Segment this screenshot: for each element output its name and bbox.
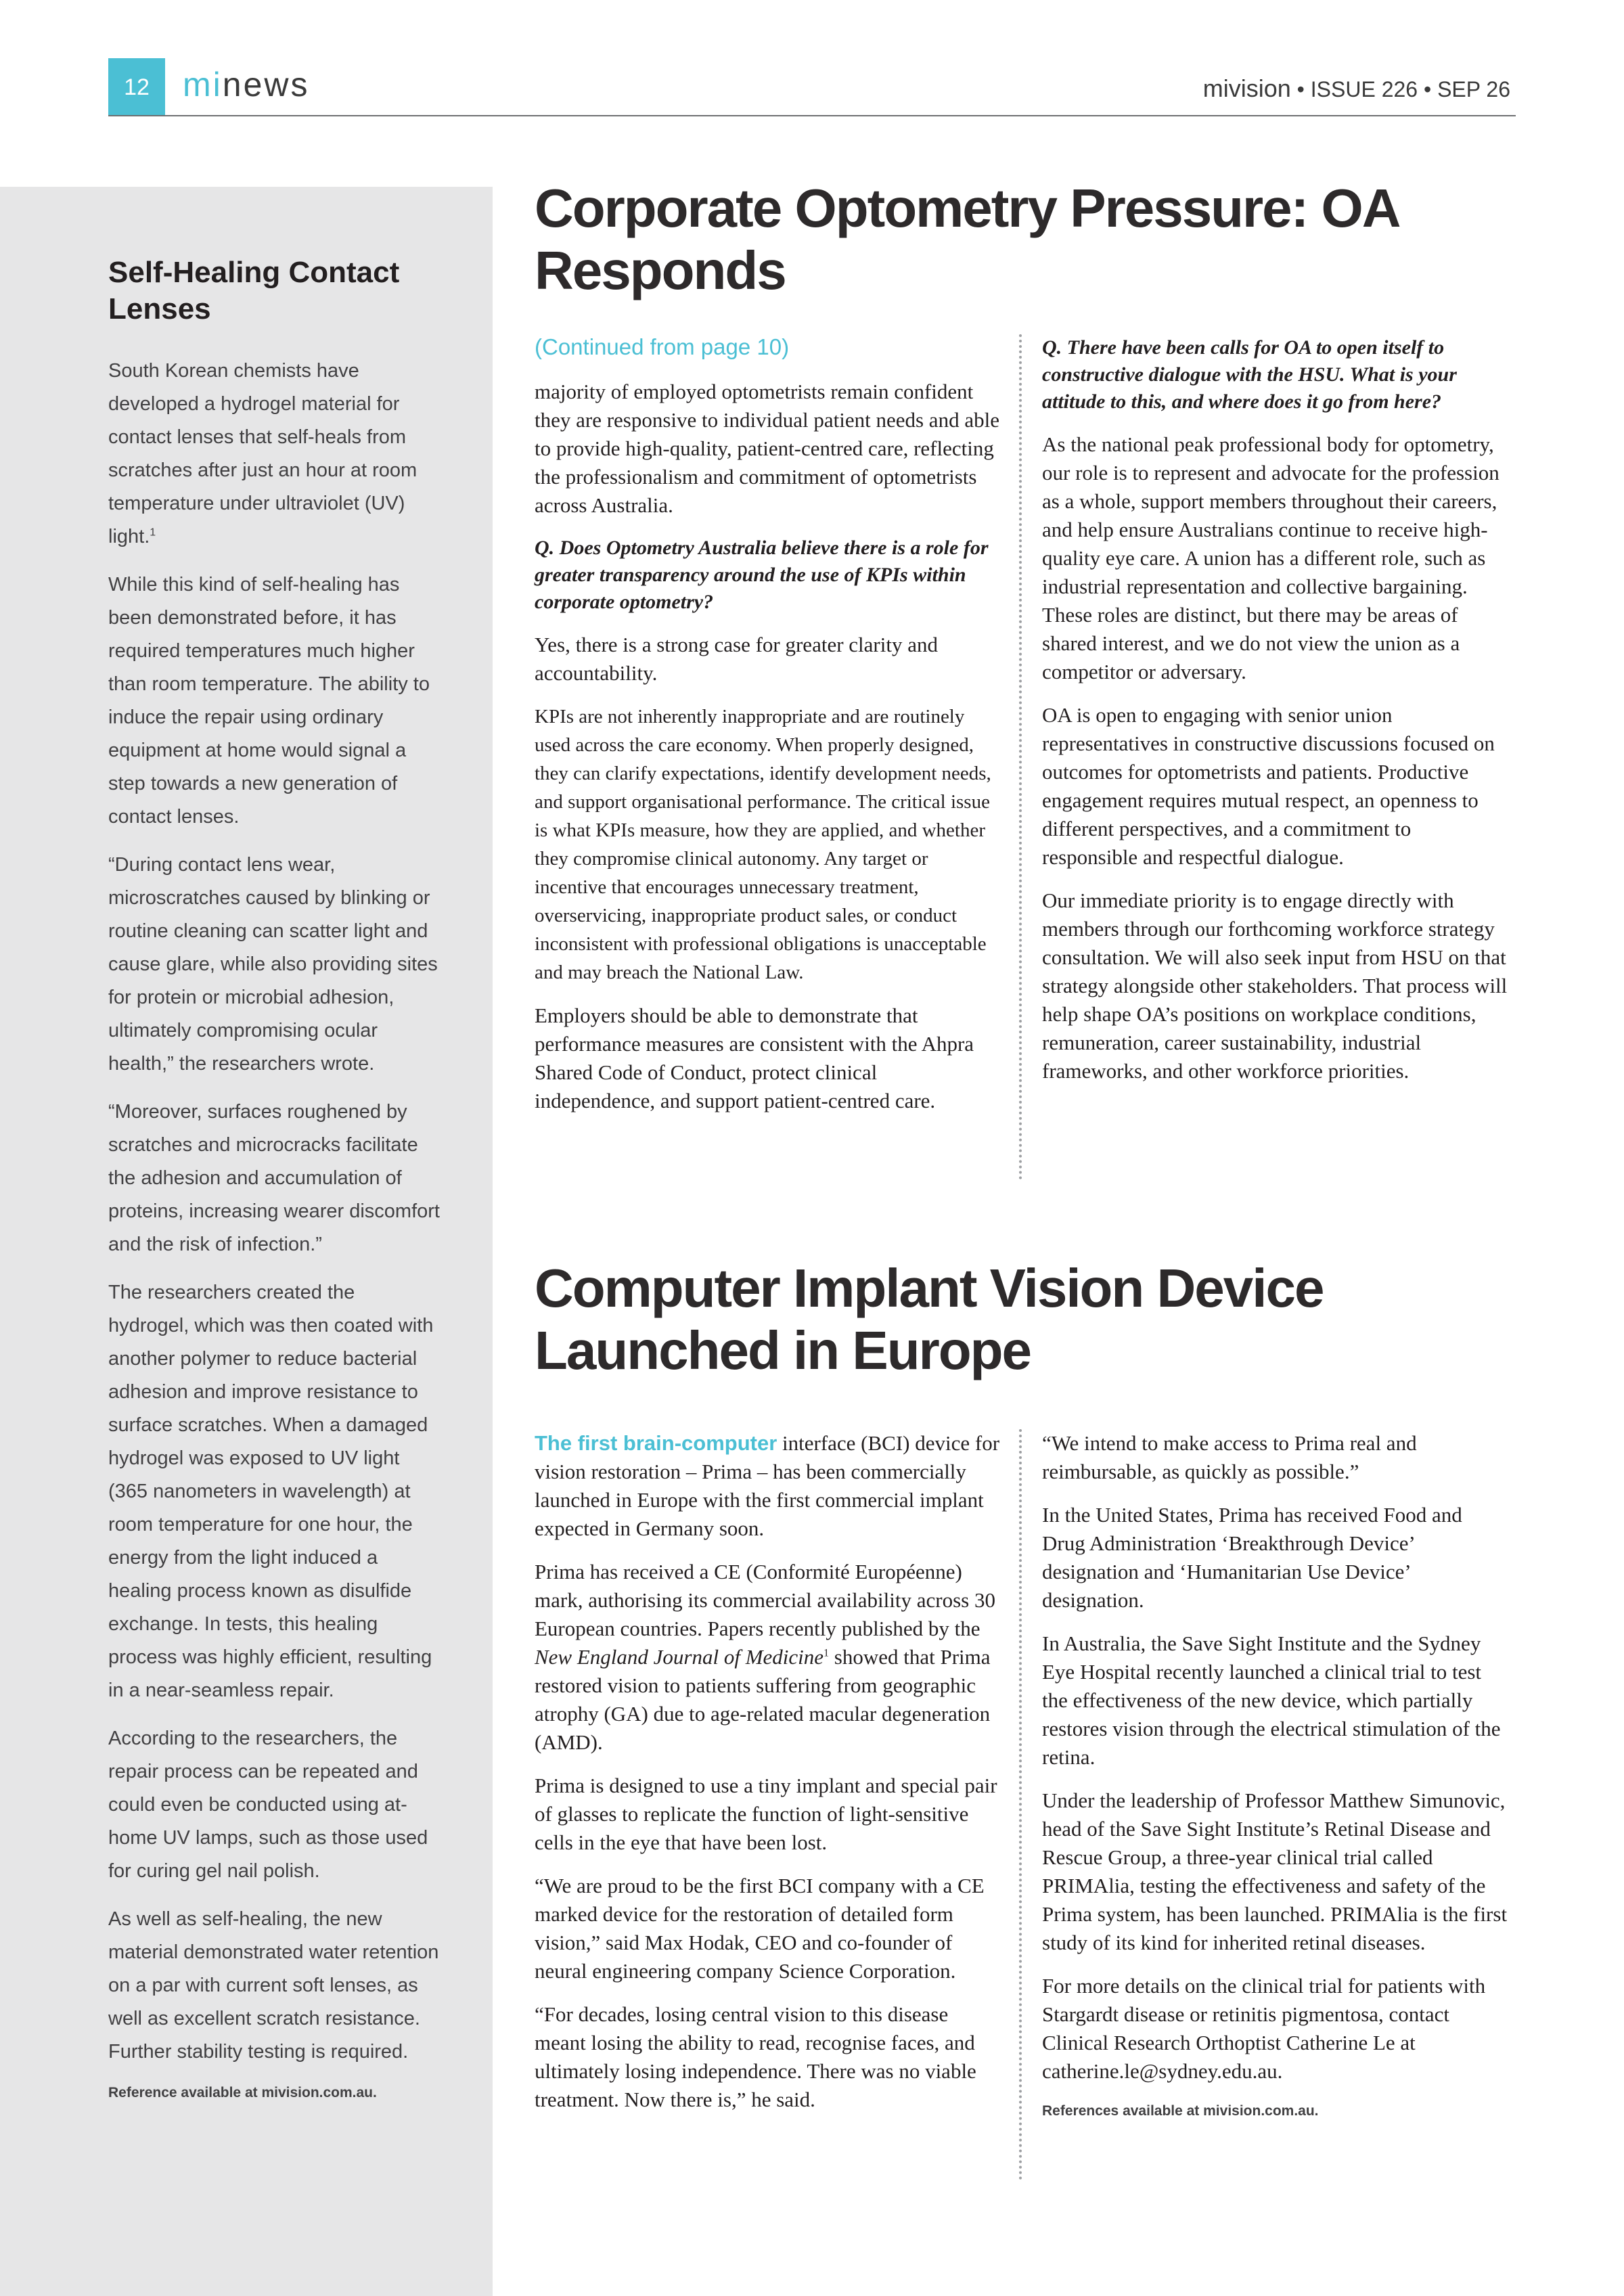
sidebar-paragraph bbox=[108, 355, 440, 554]
page-number: 12 bbox=[108, 58, 165, 116]
continued-note: (Continued from page 10) bbox=[535, 334, 790, 359]
sidebar-title: Self-Healing Contact Lenses bbox=[108, 256, 400, 325]
section-brand bbox=[183, 65, 310, 104]
article-column-left bbox=[535, 1429, 1001, 2129]
article-paragraph: Yes, there is a strong case for greater clarity and accountability. bbox=[535, 633, 938, 685]
article-paragraph: Employers should be able to demonstrate that performance measures are consistent with the Ahpra Shared Code of Conduct, protect clinical independence, and support patient-centred care. bbox=[535, 1004, 974, 1112]
article-paragraph bbox=[535, 1429, 1001, 1543]
sidebar-paragraph: As well as self-healing, the new material demonstrated water retention on a par with current soft lenses, as well as excellent scratch resistance. Further stability testing is required. bbox=[108, 1908, 439, 2063]
separator: • bbox=[1418, 77, 1438, 102]
sidebar-panel bbox=[0, 187, 493, 2296]
page-header bbox=[108, 58, 1516, 116]
article-headline: Corporate Optometry Pressure: OA Responds bbox=[535, 178, 1398, 300]
sidebar-paragraph: According to the researchers, the repair process can be repeated and could even be conducted using at-home UV lamps, such as those used for curing gel nail polish. bbox=[108, 1728, 428, 1882]
sidebar-paragraph: While this kind of self-healing has been demonstrated before, it has required temperatures much higher than room temperature. The ability to induce the repair using ordinary equipment at home would signal a step towards a new generation of contact lenses. bbox=[108, 574, 430, 828]
article-paragraph bbox=[535, 1558, 1001, 1757]
article-paragraph: As the national peak professional body for optometry, our role is to represent and advocate for the profession as a whole, support members throughout their careers, and help ensure Australians continue to receive high-quality eye care. A union has a different role, such as industrial representation and collective bargaining. These roles are distinct, but there may be areas of shared interest, and we do not view the union as a competitor or adversary. bbox=[1042, 432, 1499, 683]
footnote-marker: 1 bbox=[824, 1647, 830, 1659]
contact-text: For more details on the clinical trial for patients with Stargardt disease or retinitis pigmentosa, contact Clinical Research Orthoptist Catherine Le at catherine.le@sydney.edu.au. bbox=[1042, 1974, 1486, 2083]
article-paragraph: “We are proud to be the first BCI company with a CE marked device for the restoration of detailed form vision,” said Max Hodak, CEO and co-founder of neural engineering company Science Corporation. bbox=[535, 1874, 985, 1983]
article-vision-implant bbox=[535, 1257, 1516, 1382]
article-paragraph: OA is open to engaging with senior union representatives in constructive discussions focused on outcomes for optometrists and patients. Productive engagement requires mutual respect, an openness to different perspectives, and a commitment to responsible and respectful dialogue. bbox=[1042, 703, 1495, 869]
issue-number: ISSUE 226 bbox=[1310, 77, 1418, 102]
journal-title: New England Journal of Medicine bbox=[535, 1645, 824, 1669]
issue-info bbox=[1203, 74, 1510, 103]
article-paragraph: “For decades, losing central vision to this disease meant losing the ability to read, recognise faces, and ultimately losing independence. There was no viable treatment. Now there is,” he said. bbox=[535, 2002, 976, 2111]
sidebar-paragraph: The researchers created the hydrogel, which was then coated with another polymer to reduce bacterial adhesion and improve resistance to surface scratches. When a damaged hydrogel was exposed to UV light (365 nanometers in wavelength) at room temperature for one hour, the energy from the light induced a healing process known as disulfide exchange. In tests, this healing process was highly efficient, resulting in a near-seamless repair. bbox=[108, 1282, 434, 1701]
sidebar-reference: Reference available at mivision.com.au. bbox=[108, 2085, 377, 2100]
article-column-right bbox=[1042, 334, 1509, 1100]
interview-question: Q. There have been calls for OA to open itself to constructive dialogue with the HSU. What is your attitude to this, and where does it go from here? bbox=[1042, 336, 1457, 413]
magazine-name: mivision bbox=[1202, 74, 1291, 102]
article-paragraph: “We intend to make access to Prima real and reimbursable, as quickly as possible.” bbox=[1042, 1431, 1417, 1483]
article-column-left bbox=[535, 334, 1001, 1130]
article-paragraph: In Australia, the Save Sight Institute and the Sydney Eye Hospital recently launched a clinical trial to test the effectiveness of the new device, which partially restores vision through the electrical stimulation of the retina. bbox=[1042, 1631, 1501, 1769]
sidebar-paragraph: “Moreover, surfaces roughened by scratches and microcracks facilitate the adhesion and accumulation of proteins, increasing wearer discomfort and the risk of infection.” bbox=[108, 1101, 440, 1255]
article-column-right bbox=[1042, 1429, 1509, 2119]
article-paragraph: Under the leadership of Professor Matthew Simunovic, head of the Save Sight Institute’s Retinal Disease and Rescue Group, a three-year clinical trial called PRIMAlia, testing the effectiveness and safety of the Prima system, has been launched. PRIMAlia is the first study of its kind for inherited retinal diseases. bbox=[1042, 1788, 1508, 1954]
article-paragraph bbox=[1042, 1972, 1509, 2086]
article-text: Prima has received a CE (Conformité Européenne) mark, authorising its commercial availability across 30 European countries. Papers recently published by the bbox=[535, 1560, 995, 1640]
article-corporate-optometry bbox=[535, 177, 1516, 302]
article-paragraph: In the United States, Prima has received Food and Drug Administration ‘Breakthrough Device’ designation and ‘Humanitarian Use Device’ designation. bbox=[1042, 1503, 1462, 1612]
lead-in: The first brain-computer bbox=[535, 1431, 777, 1455]
issue-date: SEP 26 bbox=[1437, 77, 1510, 102]
column-divider bbox=[1019, 1429, 1022, 2180]
separator: • bbox=[1290, 77, 1311, 102]
article-paragraph: KPIs are not inherently inappropriate and are routinely used across the care economy. When properly designed, they can clarify expectations, identify development needs, and support organisational performance. The critical issue is what KPIs measure, how they are applied, and whether they compromise clinical autonomy. Any target or incentive that encourages unnecessary treatment, overservicing, inappropriate product sales, or conduct inconsistent with professional obligations is unacceptable and may breach the National Law. bbox=[535, 706, 991, 983]
article-paragraph: Our immediate priority is to engage directly with members through our forthcoming workforce strategy consultation. We will also seek input from HSU on that strategy alongside other stakeholders. That process will help shape OA’s positions on workplace conditions, remuneration, career sustainability, industrial frameworks, and other workforce priorities. bbox=[1042, 888, 1508, 1083]
column-divider bbox=[1019, 334, 1022, 1180]
footnote-marker: 1 bbox=[150, 526, 156, 539]
article-paragraph: Prima is designed to use a tiny implant and special pair of glasses to replicate the function of light-sensitive cells in the eye that have been lost. bbox=[535, 1774, 997, 1854]
sidebar-article bbox=[108, 254, 440, 2101]
sidebar-text: South Korean chemists have developed a hydrogel material for contact lenses that self-heals from scratches after just an hour at room temperature under ultraviolet (UV) light. bbox=[108, 360, 418, 547]
interview-question: Q. Does Optometry Australia believe there is a role for greater transparency around the use of KPIs within corporate optometry? bbox=[535, 537, 989, 613]
article-reference: References available at mivision.com.au. bbox=[1042, 2103, 1319, 2119]
brand-prefix: mi bbox=[183, 66, 223, 104]
article-text: interface (BCI) device for vision restoration – Prima – has been commercially launched in Europe with the first commercial implant expected in Germany soon. bbox=[535, 1431, 1000, 1540]
article-headline: Computer Implant Vision Device Launched in Europe bbox=[535, 1258, 1324, 1380]
sidebar-paragraph: “During contact lens wear, microscratches caused by blinking or routine cleaning can scatter light and cause glare, while also providing sites for protein or microbial adhesion, ultimately compromising ocular health,” the researchers wrote. bbox=[108, 854, 438, 1075]
header-divider bbox=[108, 115, 1516, 116]
brand-suffix: news bbox=[222, 66, 310, 104]
article-text: showed that Prima restored vision to patients suffering from geographic atrophy (GA) due to age-related macular degeneration (AMD). bbox=[535, 1645, 991, 1754]
article-paragraph: majority of employed optometrists remain confident they are responsive to individual patient needs and able to provide high-quality, patient-centred care, reflecting the professionalism and commitment of optometrists across Australia. bbox=[535, 380, 999, 517]
